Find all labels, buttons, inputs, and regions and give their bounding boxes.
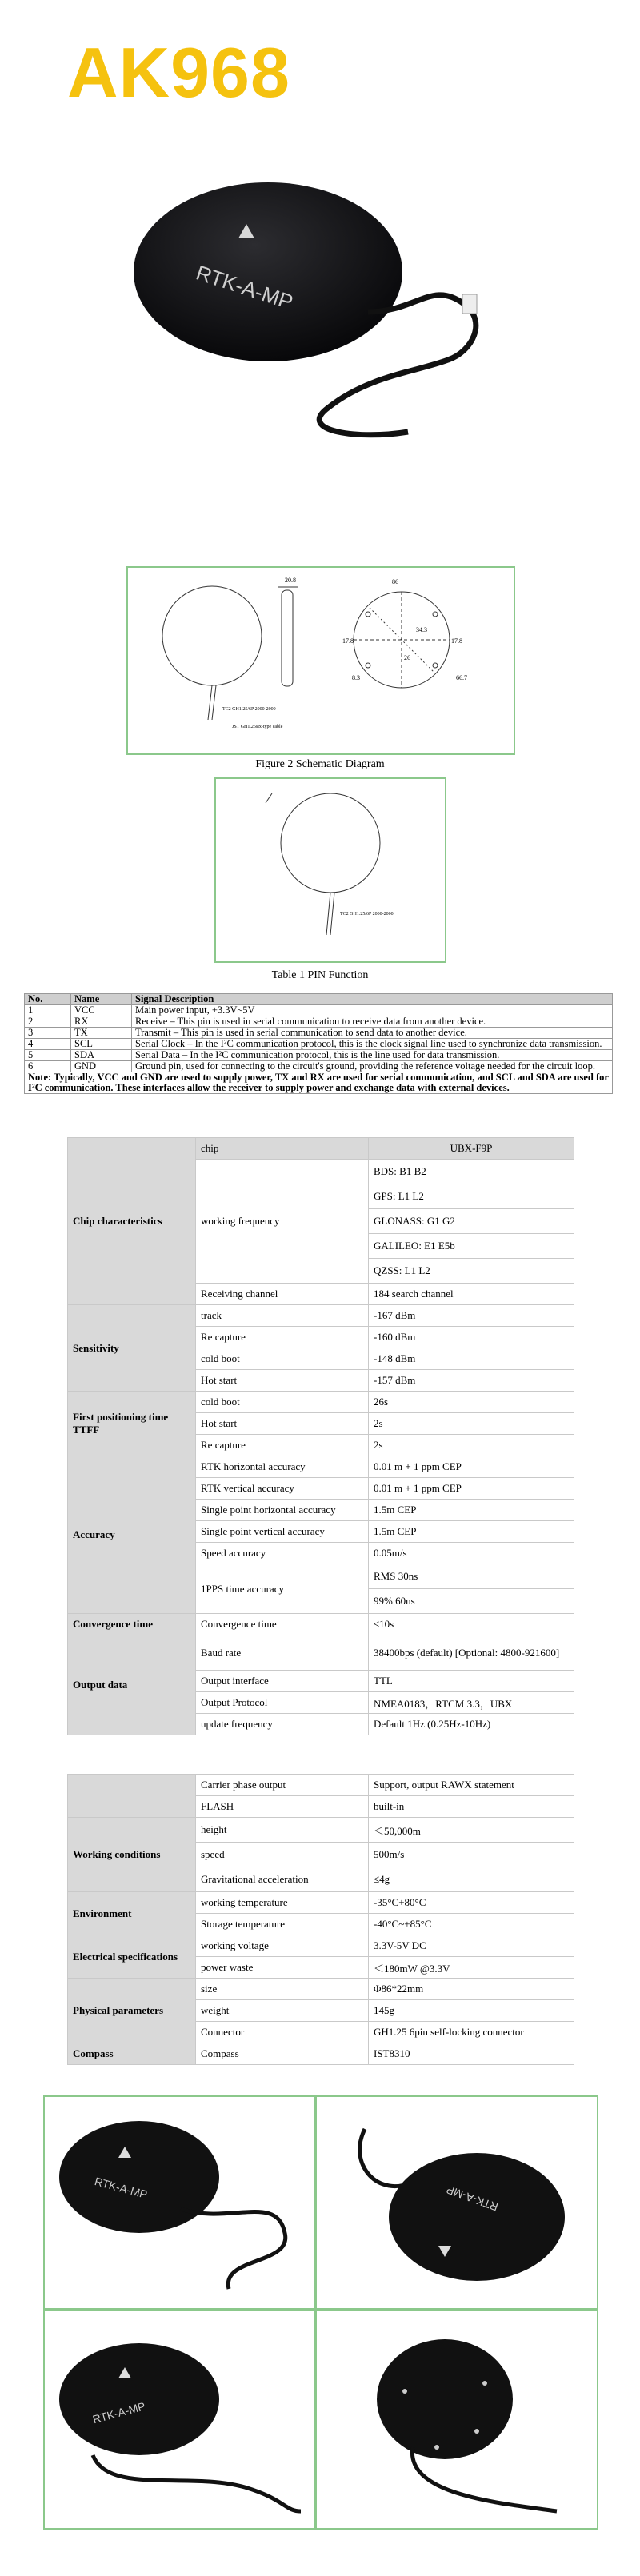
pin-no: 1 (25, 1005, 71, 1016)
spec-value: 500m/s (369, 1843, 574, 1867)
spec-value: 26s (369, 1392, 574, 1413)
spec-value: GPS: L1 L2 (369, 1184, 574, 1209)
spec-label: Gravitational acceleration (196, 1867, 369, 1892)
figure-caption: Figure 2 Schematic Diagram (255, 758, 385, 770)
spec-value: 0.01 m + 1 ppm CEP (369, 1456, 574, 1478)
table-row (68, 1392, 574, 1413)
spec-value: 99% 60ns (369, 1589, 574, 1614)
table-row (68, 1892, 574, 1914)
dim-e: 8.3 (352, 674, 360, 681)
table-row (68, 1935, 574, 1957)
hero-product-label: RTK-A-MP (193, 260, 296, 314)
spec-value: Support, output RAWX statement (369, 1775, 574, 1796)
spec-value: ≤4g (369, 1867, 574, 1892)
spec-label: Re capture (196, 1435, 369, 1456)
spec-label: update frequency (196, 1714, 369, 1735)
spec-label: FLASH (196, 1796, 369, 1818)
spec-value: 2s (369, 1435, 574, 1456)
spec-value: -160 dBm (369, 1327, 574, 1348)
spec-value: GLONASS: G1 G2 (369, 1209, 574, 1234)
schematic-diagram (126, 566, 515, 755)
spec-label: power waste (196, 1957, 369, 1979)
col-no: No. (25, 994, 71, 1005)
spec-value: BDS: B1 B2 (369, 1160, 574, 1184)
spec-value: IST8310 (369, 2043, 574, 2065)
spec-value: built-in (369, 1796, 574, 1818)
pin-no: 3 (25, 1028, 71, 1039)
spec-label: Output Protocol (196, 1692, 369, 1714)
spec-value: 38400bps (default) [Optional: 4800-921600] (369, 1635, 574, 1671)
table-row (68, 1979, 574, 2000)
group-convergence: Convergence time (68, 1614, 196, 1635)
pin-desc: Transmit – This pin is used in serial communication to send data to another device. (132, 1028, 613, 1039)
table-row (68, 1456, 574, 1478)
table-row (68, 1635, 574, 1671)
spec-label: Hot start (196, 1370, 369, 1392)
spec-value: -157 dBm (369, 1370, 574, 1392)
connector-note: TC2 GH1.25/6P 2000-2000 (222, 707, 276, 712)
spec-label: height (196, 1818, 369, 1843)
product-hero-image (128, 176, 512, 480)
table-row (68, 1818, 574, 1843)
spec-label: 1PPS time accuracy (196, 1564, 369, 1614)
photo-label: RTK-A-MP (444, 2183, 500, 2214)
spec-value: -35°C+80°C (369, 1892, 574, 1914)
spec-value: -40°C~+85°C (369, 1914, 574, 1935)
pin-name: VCC (71, 1005, 132, 1016)
spec-label: RTK vertical accuracy (196, 1478, 369, 1500)
group-physical: Physical parameters (68, 1979, 196, 2043)
spec-table-2 (67, 1774, 574, 2065)
product-photo-4 (315, 2310, 598, 2530)
spec-value: GALILEO: E1 E5b (369, 1234, 574, 1259)
spec-label: weight (196, 2000, 369, 2022)
spec-value: UBX-F9P (369, 1138, 574, 1160)
group-output: Output data (68, 1635, 196, 1735)
table-row (25, 1050, 613, 1061)
spec-value: 145g (369, 2000, 574, 2022)
spec-label: Re capture (196, 1327, 369, 1348)
spec-label: size (196, 1979, 369, 2000)
cable-note: JST GH1.25six-type cable (232, 725, 283, 729)
pin-no: 4 (25, 1039, 71, 1050)
spec-value: ＜180mW @3.3V (369, 1957, 574, 1979)
table-row (68, 1775, 574, 1796)
spec-label: working voltage (196, 1935, 369, 1957)
spec-label: track (196, 1305, 369, 1327)
group-accuracy: Accuracy (68, 1456, 196, 1614)
spec-value: 3.3V-5V DC (369, 1935, 574, 1957)
spec-value: 0.05m/s (369, 1543, 574, 1564)
col-desc: Signal Description (132, 994, 613, 1005)
spec-value: 184 search channel (369, 1284, 574, 1305)
spec-label: cold boot (196, 1348, 369, 1370)
pin-no: 5 (25, 1050, 71, 1061)
dim-diameter: 86 (392, 578, 398, 585)
pin-desc: Receive – This pin is used in serial communication to receive data from another device. (132, 1016, 613, 1028)
pin-desc: Ground pin, used for connecting to the circuit's ground, providing the reference voltage needed for the circuit loop. (132, 1061, 613, 1072)
product-photo-3 (43, 2310, 315, 2530)
spec-value: RMS 30ns (369, 1564, 574, 1589)
spec-value: ＜50,000m (369, 1818, 574, 1843)
spec-label: RTK horizontal accuracy (196, 1456, 369, 1478)
photo-label: RTK-A-MP (93, 2175, 149, 2201)
spec-label: speed (196, 1843, 369, 1867)
spec-label: Speed accuracy (196, 1543, 369, 1564)
table-row (25, 1028, 613, 1039)
spec-value: QZSS: L1 L2 (369, 1259, 574, 1284)
pin-no: 6 (25, 1061, 71, 1072)
pin-desc: Serial Data – In the I²C communication protocol, this is the line used for data transmission. (132, 1050, 613, 1061)
pin-table-header (25, 994, 613, 1005)
dim-d: 17.8 (451, 637, 462, 645)
spec-value: TTL (369, 1671, 574, 1692)
spec-value: -167 dBm (369, 1305, 574, 1327)
table-row (25, 1005, 613, 1016)
spec-label: Hot start (196, 1413, 369, 1435)
spec-value: 0.01 m + 1 ppm CEP (369, 1478, 574, 1500)
spec-label: Baud rate (196, 1635, 369, 1671)
spec-label: Output interface (196, 1671, 369, 1692)
pin-function-table (24, 993, 613, 1094)
table-note: Note: Typically, VCC and GND are used to supply power, TX and RX are used for serial communication, and SCL and SDA are used for I²C communication. These interfaces allow the receiver to supply power and exchange data with external devices. (25, 1072, 613, 1094)
spec-label: Carrier phase output (196, 1775, 369, 1796)
spec-label: Compass (196, 2043, 369, 2065)
spec-value: Default 1Hz (0.25Hz-10Hz) (369, 1714, 574, 1735)
group-chip: Chip characteristics (68, 1138, 196, 1305)
table-row (68, 1138, 574, 1160)
spec-label: working frequency (196, 1160, 369, 1284)
spec-value: 1.5m CEP (369, 1521, 574, 1543)
table-row (25, 1016, 613, 1028)
table-caption: Table 1 PIN Function (271, 969, 369, 981)
photo-label: RTK-A-MP (90, 2399, 147, 2426)
spec-label: Single point horizontal accuracy (196, 1500, 369, 1521)
col-name: Name (71, 994, 132, 1005)
spec-value: ≤10s (369, 1614, 574, 1635)
spec-label: Connector (196, 2022, 369, 2043)
table-row (68, 1614, 574, 1635)
dim-height: 20.8 (285, 577, 296, 584)
pin-name: TX (71, 1028, 132, 1039)
dim-b: 26 (404, 654, 410, 661)
group-environment: Environment (68, 1892, 196, 1935)
table-row (25, 1061, 613, 1072)
dim-c: 17.8 (342, 637, 354, 645)
table-row (68, 2043, 574, 2065)
group-blank (68, 1775, 196, 1818)
spec-value: 1.5m CEP (369, 1500, 574, 1521)
pin-name: RX (71, 1016, 132, 1028)
group-sensitivity: Sensitivity (68, 1305, 196, 1392)
table-row (68, 1305, 574, 1327)
spec-label: chip (196, 1138, 369, 1160)
dim-f: 66.7 (456, 674, 467, 681)
connector-note-2: TC2 GH1.25/6P 2000-2000 (340, 912, 394, 917)
pin-desc: Serial Clock – In the I²C communication protocol, this is the clock signal line used to synchronize data transmission. (132, 1039, 613, 1050)
spec-value: Φ86*22mm (369, 1979, 574, 2000)
spec-value: 2s (369, 1413, 574, 1435)
spec-label: Receiving channel (196, 1284, 369, 1305)
pin-name: SCL (71, 1039, 132, 1050)
spec-label: Storage temperature (196, 1914, 369, 1935)
table-row (25, 1039, 613, 1050)
page-title: AK968 (67, 33, 290, 112)
group-electrical: Electrical specifications (68, 1935, 196, 1979)
spec-value: -148 dBm (369, 1348, 574, 1370)
spec-value: NMEA0183，RTCM 3.3，UBX (369, 1692, 574, 1714)
pin-name: SDA (71, 1050, 132, 1061)
group-compass: Compass (68, 2043, 196, 2065)
pin-no: 2 (25, 1016, 71, 1028)
spec-label: working temperature (196, 1892, 369, 1914)
pin-desc: Main power input, +3.3V~5V (132, 1005, 613, 1016)
group-working: Working conditions (68, 1818, 196, 1892)
spec-value: GH1.25 6pin self-locking connector (369, 2022, 574, 2043)
schematic-diagram-2 (214, 777, 446, 963)
spec-table-1 (67, 1137, 574, 1735)
product-photo-1 (43, 2095, 315, 2310)
spec-label: Convergence time (196, 1614, 369, 1635)
dim-a: 34.3 (416, 626, 427, 633)
group-ttff: First positioning time TTFF (68, 1392, 196, 1456)
table-note-row (25, 1072, 613, 1094)
spec-label: Single point vertical accuracy (196, 1521, 369, 1543)
pin-name: GND (71, 1061, 132, 1072)
spec-label: cold boot (196, 1392, 369, 1413)
product-photo-2 (315, 2095, 598, 2310)
